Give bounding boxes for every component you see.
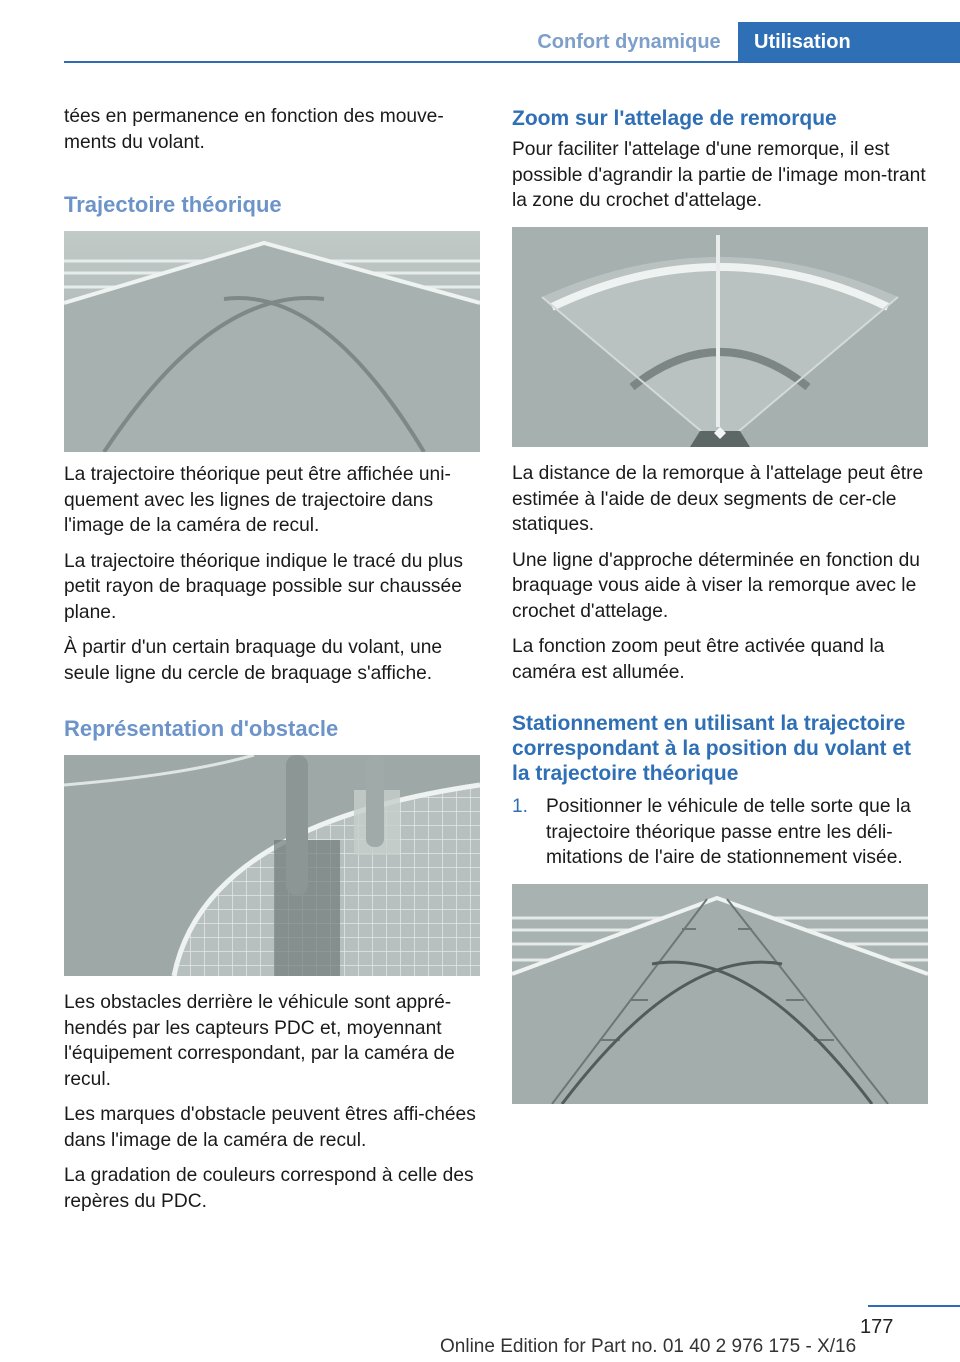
traj-paragraph-2: La trajectoire théorique indique le tracé du plus petit rayon de braquage possible sur chaussée plane. xyxy=(64,550,463,623)
traj-paragraph-1: La trajectoire théorique peut être affichée uni-quement avec les lignes de trajectoire dans l'image de la caméra de recul. xyxy=(64,464,451,536)
figure-representation-obstacle xyxy=(64,755,480,976)
footer-edition: Online Edition for Part no. 01 40 2 976 175 - X/16 xyxy=(440,1336,857,1357)
figure-trajectoire-theorique xyxy=(64,231,480,452)
figure-stationnement xyxy=(512,884,928,1104)
step-1-text: Positionner le véhicule de telle sorte que la trajectoire théorique passe entre les déli-mitations de l'aire de stationnement visée. xyxy=(546,796,911,868)
heading-stationnement: Stationnement en utilisant la trajectoire correspondant à la position du volant et la trajectoire théorique xyxy=(512,712,912,785)
footer-rule xyxy=(868,1305,960,1307)
trajectoire-text xyxy=(64,462,482,696)
obstacle-text xyxy=(64,990,482,1224)
zoom-paragraph-3: Une ligne d'approche déterminée en fonction du braquage vous aide à viser la remorque avec le crochet d'attelage. xyxy=(512,549,920,622)
obst-paragraph-3: La gradation de couleurs correspond à celle des repères du PDC. xyxy=(64,1165,474,1212)
heading-zoom: Zoom sur l'attelage de remorque xyxy=(512,107,837,130)
heading-trajectoire: Trajectoire théorique xyxy=(64,192,282,217)
step-1 xyxy=(512,794,932,871)
traj-paragraph-3: À partir d'un certain braquage du volant, une seule ligne du cercle de braquage s'affiche. xyxy=(64,637,443,684)
obst-paragraph-2: Les marques d'obstacle peuvent êtres affi-chées dans l'image de la caméra de recul. xyxy=(64,1104,476,1151)
figure-zoom-attelage xyxy=(512,227,928,447)
heading-obstacle: Représentation d'obstacle xyxy=(64,716,339,741)
zoom-paragraph-2: La distance de la remorque à l'attelage peut être estimée à l'aide de deux segments de cer-cle statiques. xyxy=(512,463,924,535)
obst-paragraph-1: Les obstacles derrière le véhicule sont appré-hendés par les capteurs PDC et, moyennant l'équipement correspondant, par la caméra de recul. xyxy=(64,992,455,1090)
zoom-paragraph-1: Pour faciliter l'attelage d'une remorque, il est possible d'agrandir la partie de l'image mon-trant la zone du crochet d'attelage. xyxy=(512,139,926,211)
intro-paragraph: tées en permanence en fonction des mouve-ments du volant. xyxy=(64,106,444,153)
zoom-intro xyxy=(512,137,932,224)
zoom-paragraph-4: La fonction zoom peut être activée quand la caméra est allumée. xyxy=(512,636,885,683)
header-section-tab[interactable]: Confort dynamique xyxy=(537,30,721,53)
page-number: 177 xyxy=(860,1316,894,1338)
zoom-text xyxy=(512,461,932,695)
step-1-number: 1. xyxy=(512,796,529,817)
left-column xyxy=(64,104,482,165)
header-rule xyxy=(64,61,960,63)
header-active-tab[interactable]: Utilisation xyxy=(738,22,960,62)
